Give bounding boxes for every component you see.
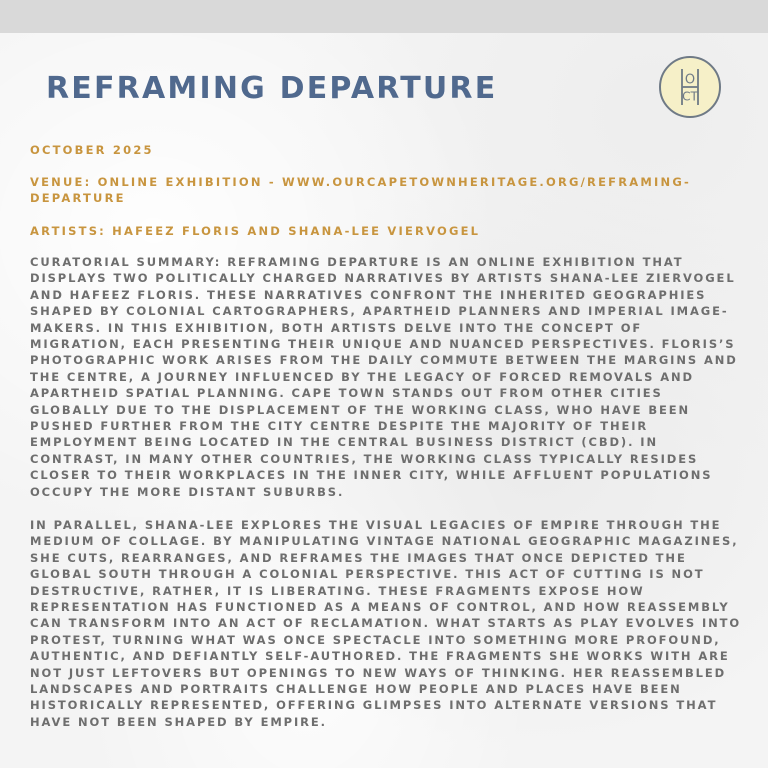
logo-letters-ct: CT [682, 89, 698, 104]
logo-letter-o: O [684, 72, 696, 88]
exhibition-date: OCTOBER 2025 [30, 143, 154, 157]
oct-logo-mark [661, 58, 719, 116]
curatorial-summary-paragraph: CURATORIAL SUMMARY: REFRAMING DEPARTURE IS AN ONLINE EXHIBITION THAT DISPLAYS TWO POLITICALLY CHARGED NARRATIVES BY ARTISTS SHANA-LEE ZIERVOGEL AND HAFEEZ FLORIS. THESE NARRATIVES CONFRONT THE INHERITED GEOGRAPHIES SHAPED BY COLONIAL CARTOGRAPHERS, APARTHEID PLANNERS AND IMPERIAL IMAGE-MAKERS. IN THIS EXHIBITION, BOTH ARTISTS DELVE INTO THE CONCEPT OF MIGRATION, EACH PRESENTING THEIR UNIQUE AND NUANCED PERSPECTIVES. FLORIS’S PHOTOGRAPHIC WORK ARISES FROM THE DAILY COMMUTE BETWEEN THE MARGINS AND THE CENTRE, A JOURNEY INFLUENCED BY THE LEGACY OF FORCED REMOVALS AND APARTHEID SPATIAL PLANNING. CAPE TOWN STANDS OUT FROM OTHER CITIES GLOBALLY DUE TO THE DISPLACEMENT OF THE WORKING CLASS, WHO HAVE BEEN PUSHED FURTHER FROM THE CITY CENTRE DESPITE THE MAJORITY OF THEIR EMPLOYMENT BEING LOCATED IN THE CENTRAL BUSINESS DISTRICT (CBD). IN CONTRAST, IN MANY OTHER COUNTRIES, THE WORKING CLASS TYPICALLY RESIDES CLOSER TO THEIR WORKPLACES IN THE INNER CITY, WHILE AFFLUENT POPULATIONS OCCUPY THE MORE DISTANT SUBURBS. [30, 255, 738, 499]
exhibition-venue: VENUE: ONLINE EXHIBITION - WWW.OURCAPETOWNHERITAGE.ORG/REFRAMING-DEPARTURE [30, 175, 691, 205]
collage-paragraph: IN PARALLEL, SHANA-LEE EXPLORES THE VISUAL LEGACIES OF EMPIRE THROUGH THE MEDIUM OF COLLAGE. BY MANIPULATING VINTAGE NATIONAL GEOGRAPHIC MAGAZINES, SHE CUTS, REARRANGES, AND REFRAMES THE IMAGES THAT ONCE DEPICTED THE GLOBAL SOUTH THROUGH A COLONIAL PERSPECTIVE. THIS ACT OF CUTTING IS NOT DESTRUCTIVE, RATHER, IT IS LIBERATING. THESE FRAGMENTS EXPOSE HOW REPRESENTATION HAS FUNCTIONED AS A MEANS OF CONTROL, AND HOW REASSEMBLY CAN TRANSFORM INTO AN ACT OF RECLAMATION. WHAT STARTS AS PLAY EVOLVES INTO PROTEST, TURNING WHAT WAS ONCE SPECTACLE INTO SOMETHING MORE PROFOUND, AUTHENTIC, AND DEFIANTLY SELF-AUTHORED. THE FRAGMENTS SHE WORKS WITH ARE NOT JUST LEFTOVERS BUT OPENINGS TO NEW WAYS OF THINKING. HER REASSEMBLED LANDSCAPES AND PORTRAITS CHALLENGE HOW PEOPLE AND PLACES HAVE BEEN HISTORICALLY REPRESENTED, OFFERING GLIMPSES INTO ALTERNATE VERSIONS THAT HAVE NOT BEEN SHAPED BY EMPIRE. [30, 518, 742, 729]
page-title: REFRAMING DEPARTURE [46, 71, 498, 106]
exhibition-artists: ARTISTS: HAFEEZ FLORIS AND SHANA-LEE VIERVOGEL [30, 224, 481, 238]
oct-logo [659, 56, 721, 118]
top-bar [0, 0, 768, 33]
